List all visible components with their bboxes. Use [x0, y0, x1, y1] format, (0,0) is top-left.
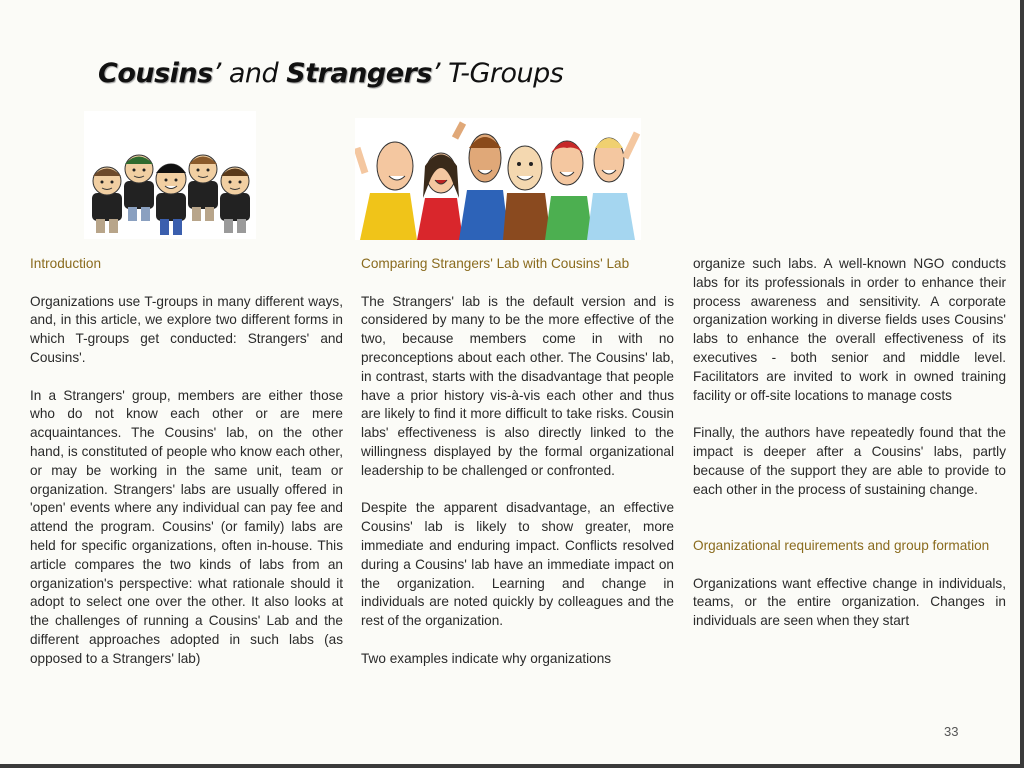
section-heading-organizational-requirements: Organizational requirements and group formation — [693, 537, 990, 553]
cousin-figure — [156, 164, 186, 235]
cousin-figure — [124, 155, 154, 221]
paragraph: Organizations use T-groups in many different ways, and, in this article, we explore two different forms in which T-groups get conducted: Strangers' and Cousins'. — [30, 293, 343, 365]
strangers-illustration — [355, 118, 641, 240]
cousins-group-icon — [84, 111, 256, 239]
paragraph: In a Strangers' group, members are either those who do not know each other or are mere acquaintances. The Cousins' lab, on the other hand, is constituted of people who know each other, or may be working in the same unit, team or organization. Strangers' labs are usually offered in 'open' events where any individual can pay fee and attend the program. Cousins' (or family) labs are held for specific organizations, often in-house. This article compares the two kinds of labs from an organization's perspective: what rationale should it adopt to select one over the other. It also looks at the challenges of running a Cousins' Lab and the different approaches adopted in such labs (as opposed to a Strangers' lab) — [30, 387, 343, 666]
strangers-group-icon — [355, 118, 641, 240]
stranger-figure — [503, 146, 551, 240]
title-strangers: Strangers — [286, 58, 432, 89]
page-number: 33 — [944, 724, 959, 739]
cousin-figure — [92, 167, 122, 233]
paragraph: The Strangers' lab is the default version and is considered by many to be the more effective of the two, because members come in with no preconceptions about each other. The Cousins' lab, in contrast, starts with the disadvantage that people have a prior history vis-à-vis each other and thus are likely to find it more difficult to take risks. Cousin labs' effectiveness is also directly linked to the willingness displayed by the formal organizational leadership to be challenged or confronted. — [361, 293, 674, 478]
stranger-figure — [455, 123, 509, 240]
stranger-figure — [587, 133, 637, 240]
paragraph: Finally, the authors have repeatedly found that the impact is deeper after a Cousins' labs, partly because of the support they are able to provide to each other in the process of sustaining change. — [693, 425, 1006, 497]
column-continued — [693, 255, 1006, 631]
stranger-figure — [417, 153, 463, 240]
cousin-figure — [220, 167, 250, 233]
paragraph: organize such labs. A well-known NGO conducts labs for its professionals in order to enhance their process awareness and sensitivity. A corporate organization working in diverse fields uses Cousins' labs to enhance the overall effectiveness of its executives - both senior and middle level. Facilitators are invited to work in owned training facility or off-site locations to manage costs — [693, 256, 1006, 403]
column-introduction — [30, 255, 343, 669]
page-title — [98, 58, 563, 89]
title-tgroups: ’ T-Groups — [431, 58, 564, 89]
cousin-figure — [188, 155, 218, 221]
cousins-illustration — [84, 111, 256, 239]
section-heading-introduction: Introduction — [30, 256, 102, 271]
paragraph: Organizations want effective change in individuals, teams, or the entire organization. Changes in individuals are seen when they start — [693, 575, 1006, 629]
stranger-figure — [357, 142, 417, 240]
stranger-figure — [545, 141, 593, 240]
paragraph: Two examples indicate why organizations — [361, 650, 612, 666]
title-cousins: Cousins — [98, 58, 213, 89]
column-comparing — [361, 255, 674, 669]
paragraph: Despite the apparent disadvantage, an effective Cousins' lab is likely to show greater, more immediate and enduring impact. Conflicts resolved during a Cousins' lab have an immediate impact on the organization. Learning and change in individuals are noted quickly by colleagues and the rest of the organization. — [361, 500, 674, 629]
section-heading-comparing: Comparing Strangers' Lab with Cousins' Lab — [361, 256, 630, 271]
title-and: ’ and — [212, 58, 287, 89]
